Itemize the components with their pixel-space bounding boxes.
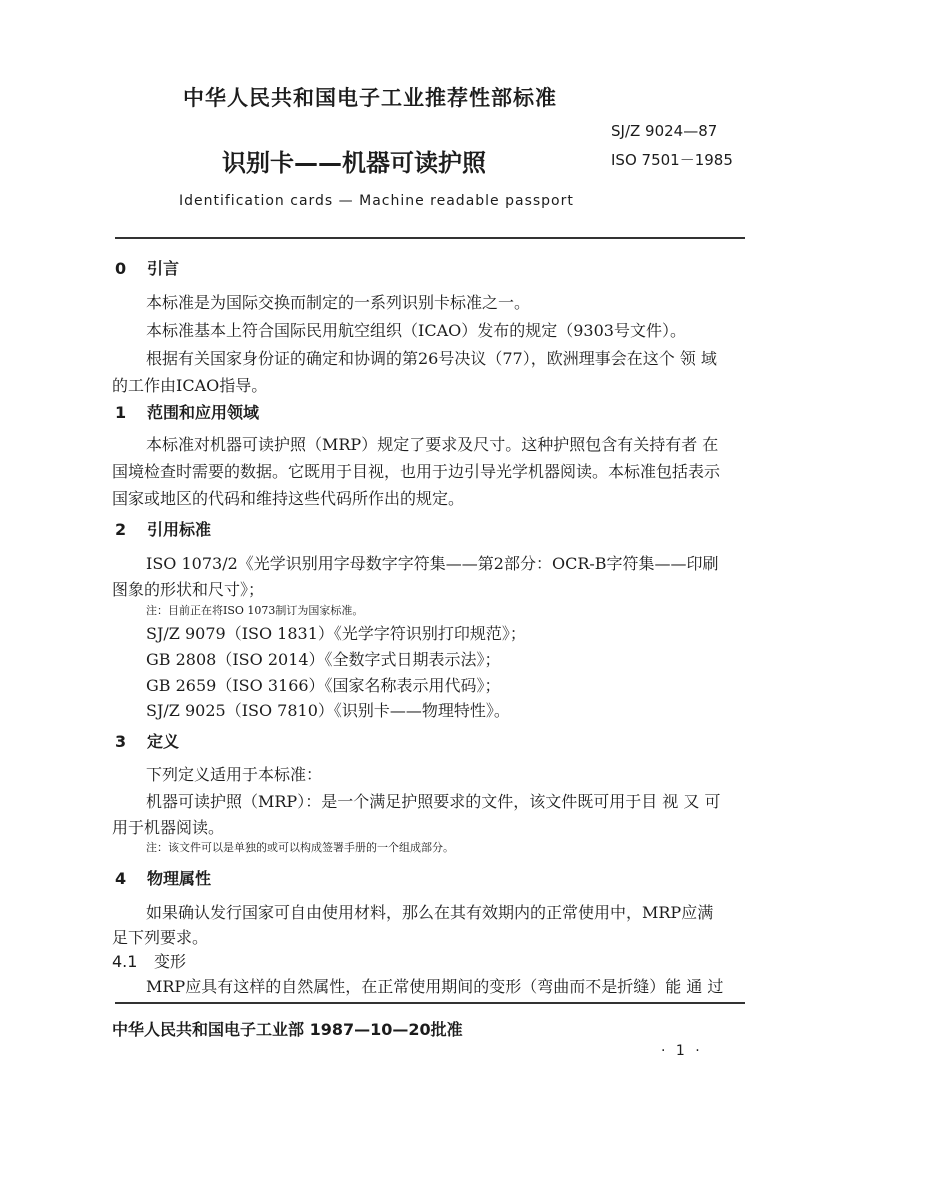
header-divider [115, 237, 745, 239]
section-0-heading [115, 256, 179, 279]
paragraph: 下列定义适用于本标准： [146, 765, 323, 784]
section-1-heading [115, 400, 259, 423]
section-title: 物理属性 [147, 869, 212, 888]
section-2-heading [115, 517, 211, 540]
paragraph: 本标准对机器可读护照（MRP）规定了要求及尺寸。这种护照包含有关持有者 在 [146, 435, 719, 454]
iso-code: ISO 7501－1985 [611, 151, 733, 169]
paragraph: MRP应具有这样的自然属性，在正常使用期间的变形（弯曲而不是折缝）能 通 过 [146, 977, 724, 996]
reference-item: SJ/Z 9025（ISO 7810）《识别卡——物理特性》。 [146, 701, 510, 720]
reference-item: SJ/Z 9079（ISO 1831）《光学字符识别打印规范》； [146, 624, 526, 643]
section-number: 4 [115, 869, 127, 888]
section-title: 引言 [147, 259, 180, 278]
paragraph: 的工作由ICAO指导。 [112, 376, 268, 395]
section-4-heading [115, 866, 211, 889]
reference-item: 图象的形状和尺寸》； [112, 580, 265, 599]
paragraph: 根据有关国家身份证的确定和协调的第26号决议（77），欧洲理事会在这个 领 域 [146, 349, 717, 368]
issuer-title: 中华人民共和国电子工业推荐性部标准 [183, 86, 557, 110]
subsection-4-1-heading [112, 949, 186, 972]
section-title: 范围和应用领域 [147, 403, 260, 422]
note: 注：目前正在将ISO 1073制订为国家标准。 [146, 604, 364, 617]
reference-item: GB 2659（ISO 3166）《国家名称表示用代码》； [146, 676, 501, 695]
section-3-heading [115, 729, 179, 752]
approval-line: 中华人民共和国电子工业部 1987—10—20批准 [112, 1020, 463, 1039]
standard-code: SJ/Z 9024—87 [611, 122, 718, 140]
section-title: 引用标准 [147, 520, 212, 539]
footer-divider [115, 1002, 745, 1004]
paragraph: 如果确认发行国家可自由使用材料，那么在其有效期内的正常使用中，MRP应满 [146, 903, 714, 922]
section-number: 1 [115, 403, 127, 422]
document-subtitle: Identification cards — Machine readable passport [179, 193, 574, 209]
paragraph: 国家或地区的代码和维持这些代码所作出的规定。 [112, 489, 465, 508]
paragraph: 用于机器阅读。 [112, 818, 225, 837]
section-number: 0 [115, 259, 127, 278]
note: 注：该文件可以是单独的或可以构成签署手册的一个组成部分。 [146, 841, 454, 854]
subsection-title: 变形 [154, 952, 187, 971]
section-number: 3 [115, 732, 127, 751]
document-title: 识别卡——机器可读护照 [222, 149, 486, 177]
section-number: 2 [115, 520, 127, 539]
paragraph: 国境检查时需要的数据。它既用于目视，也用于边引导光学机器阅读。本标准包括表示 [112, 462, 721, 481]
paragraph: 本标准基本上符合国际民用航空组织（ICAO）发布的规定（9303号文件）。 [146, 321, 686, 340]
reference-item: GB 2808（ISO 2014）《全数字式日期表示法》； [146, 650, 501, 669]
paragraph: 本标准是为国际交换而制定的一系列识别卡标准之一。 [146, 293, 531, 312]
subsection-number: 4.1 [112, 952, 138, 971]
page-number: · 1 · [661, 1043, 703, 1059]
paragraph: 足下列要求。 [112, 928, 209, 947]
paragraph: 机器可读护照（MRP）：是一个满足护照要求的文件，该文件既可用于目 视 又 可 [146, 792, 721, 811]
section-title: 定义 [147, 732, 180, 751]
reference-item: ISO 1073/2《光学识别用字母数字字符集——第2部分：OCR-B字符集——印刷 [146, 554, 719, 573]
